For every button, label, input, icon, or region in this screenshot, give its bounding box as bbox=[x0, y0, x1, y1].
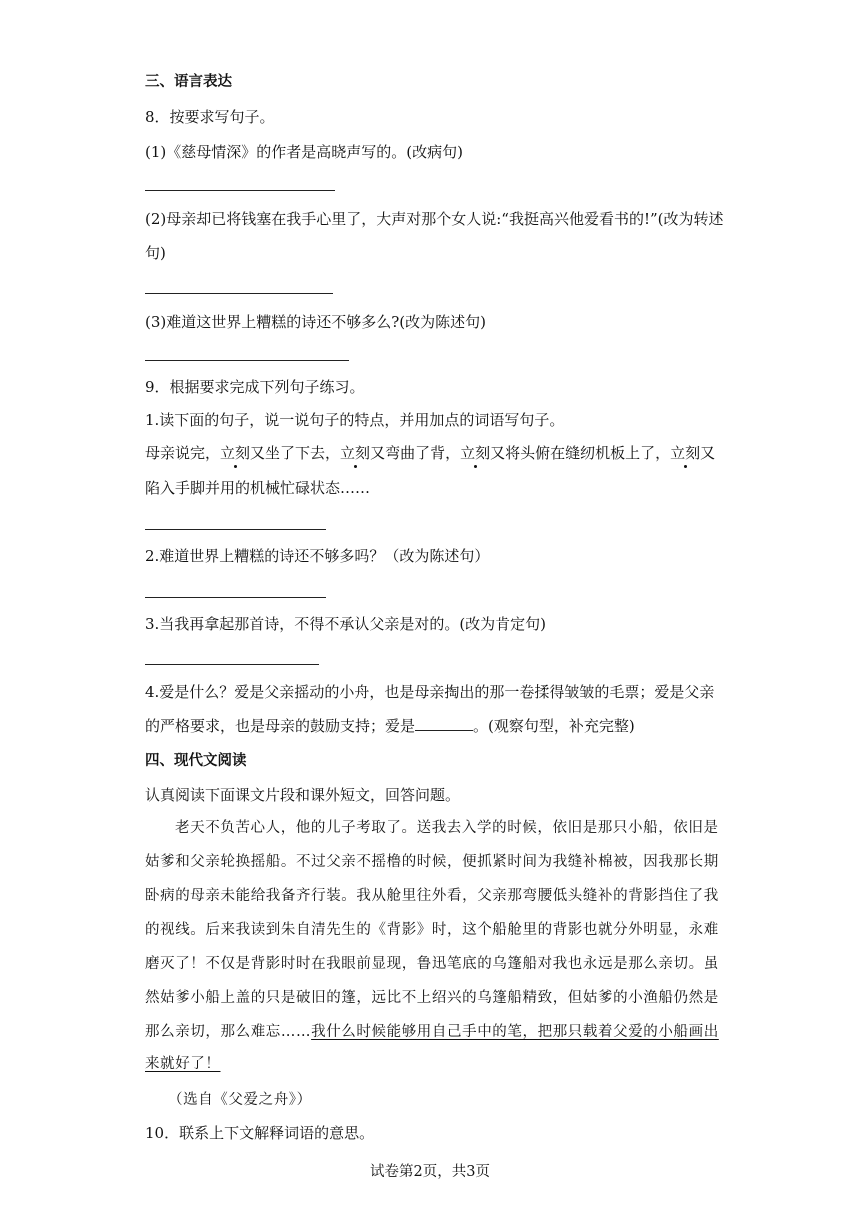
passage-line: 姑爹和父亲轮换摇船。不过父亲不摇橹的时候，便抓紧时间为我缝补棉被，因我那长期 bbox=[145, 854, 719, 870]
question-9-part-1: 1.读下面的句子，说一说句子的特点，并用加点的词语写句子。 bbox=[145, 411, 565, 429]
sentence-text: 的严格要求，也是母亲的鼓励支持；爱是 bbox=[145, 717, 416, 735]
passage-line: 的视线。后来我读到朱自清先生的《背影》时，这个船舱里的背影也就分外明显，永难 bbox=[145, 922, 719, 938]
question-8-item-2-cont: 句) bbox=[145, 244, 166, 262]
passage-line: 卧病的母亲未能给我备齐行装。我从舱里往外看，父亲那弯腰低头缝补的背影挡住了我 bbox=[145, 888, 719, 904]
passage-line bbox=[145, 1054, 221, 1074]
answer-line[interactable] bbox=[145, 360, 349, 361]
passage-source: （选自《父爱之舟》） bbox=[168, 1092, 312, 1108]
example-sentence-cont: 陷入手脚并用的机械忙碌状态…… bbox=[145, 479, 371, 497]
sentence-text: 又弯曲了背， bbox=[370, 444, 461, 462]
sentence-text: 母亲说完， bbox=[145, 444, 221, 462]
question-9-part-2: 2.难道世界上糟糕的诗还不够多吗？（改为陈述句） bbox=[145, 547, 490, 565]
underlined-sentence: 我什么时候能够用自己手中的笔，把那只载着父爱的小船画出 bbox=[311, 1024, 719, 1040]
answer-line[interactable] bbox=[145, 529, 326, 530]
section-heading-4: 四、现代文阅读 bbox=[145, 753, 247, 769]
dotted-word: 立刻 bbox=[460, 444, 491, 462]
sentence-text: 又将头俯在缝纫机板上了， bbox=[490, 444, 671, 462]
question-9-part-3: 3.当我再拿起那首诗，不得不承认父亲是对的。(改为肯定句) bbox=[145, 615, 547, 633]
question-9-part-4-cont bbox=[145, 716, 635, 736]
sentence-text: 又 bbox=[700, 444, 716, 462]
reading-intro: 认真阅读下面课文片段和课外短文，回答问题。 bbox=[145, 786, 461, 804]
section-heading-3: 三、语言表达 bbox=[145, 74, 232, 90]
example-sentence bbox=[145, 443, 715, 463]
question-10-stem: 10．联系上下文解释词语的意思。 bbox=[145, 1124, 375, 1142]
dotted-word: 立刻 bbox=[670, 444, 701, 462]
question-8-item-3: (3)难道这世界上糟糕的诗还不够多么?(改为陈述句) bbox=[145, 313, 486, 331]
answer-line[interactable] bbox=[145, 190, 335, 191]
question-8-item-1: (1)《慈母情深》的作者是高晓声写的。(改病句) bbox=[145, 143, 463, 161]
dotted-word: 立刻 bbox=[340, 444, 371, 462]
page-footer: 试卷第2页，共3页 bbox=[370, 1164, 490, 1180]
answer-line[interactable] bbox=[145, 597, 326, 598]
fill-in-blank[interactable] bbox=[415, 716, 473, 731]
answer-line[interactable] bbox=[145, 664, 319, 665]
passage-line: 磨灭了！不仅是背影时时在我眼前显现，鲁迅笔底的乌篷船对我也永远是那么亲切。虽 bbox=[145, 956, 719, 972]
passage-line: 然姑爹小船上盖的只是破旧的篷，远比不上绍兴的乌篷船精致，但姑爹的小渔船仍然是 bbox=[145, 990, 719, 1006]
question-9-stem: 9．根据要求完成下列句子练习。 bbox=[145, 378, 365, 396]
passage-text: 那么亲切，那么难忘…… bbox=[145, 1024, 312, 1040]
underlined-sentence: 来就好了！ bbox=[145, 1056, 221, 1072]
question-8-item-2: (2)母亲却已将钱塞在我手心里了，大声对那个女人说:“我挺高兴他爱看书的!”(改为转述 bbox=[145, 210, 724, 228]
answer-line[interactable] bbox=[145, 293, 333, 294]
sentence-text: 又坐了下去， bbox=[250, 444, 341, 462]
dotted-word: 立刻 bbox=[220, 444, 251, 462]
passage-line bbox=[145, 1022, 719, 1042]
question-9-part-4: 4.爱是什么？爱是父亲摇动的小舟，也是母亲掏出的那一卷揉得皱皱的毛票；爱是父亲 bbox=[145, 683, 715, 701]
question-8-stem: 8．按要求写句子。 bbox=[145, 108, 275, 126]
sentence-text: 。(观察句型，补充完整) bbox=[473, 717, 635, 735]
passage-line: 老天不负苦心人，他的儿子考取了。送我去入学的时候，依旧是那只小船，依旧是 bbox=[175, 820, 719, 836]
